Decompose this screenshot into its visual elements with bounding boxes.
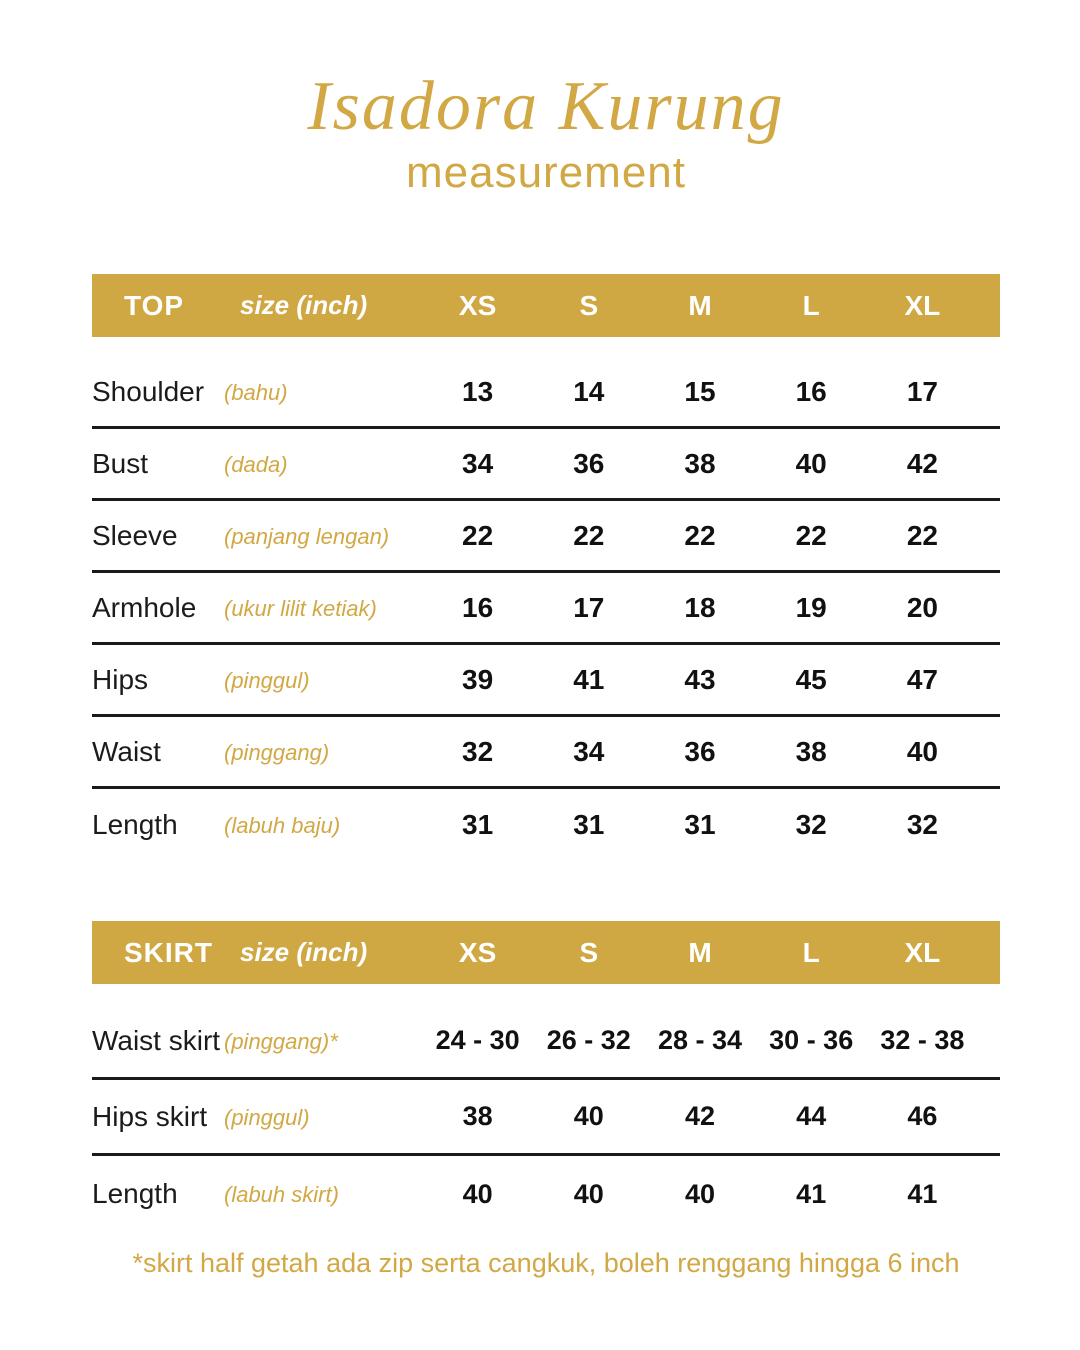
top-size-table: [92, 274, 1000, 861]
row-value: 40: [573, 1178, 604, 1209]
table-name-label: SKIRT: [124, 936, 213, 968]
size-column-header: XL: [904, 936, 941, 968]
row-label: Sleeve: [92, 519, 178, 551]
row-value: 42: [684, 1101, 716, 1131]
row-value: 45: [795, 663, 827, 695]
row-value: 43: [684, 663, 716, 695]
row-value: 32: [795, 809, 827, 840]
row-value: 22: [462, 519, 494, 551]
row-value: 41: [907, 1178, 938, 1209]
top-table-header-bar: [92, 274, 1000, 337]
row-value: 22: [684, 519, 716, 551]
row-value: 38: [684, 447, 716, 479]
table-row: [92, 789, 1000, 861]
row-value: 32: [906, 809, 938, 840]
row-translation: (dada): [224, 451, 288, 477]
measurement-page: [92, 0, 1000, 1279]
table-row: [92, 1080, 1000, 1156]
table-row: [92, 573, 1000, 645]
row-value: 42: [906, 447, 938, 479]
size-unit-label: size (inch): [240, 937, 368, 967]
row-translation: (labuh skirt): [224, 1182, 339, 1207]
row-value: 41: [573, 663, 605, 695]
row-translation: (pinggul): [224, 667, 310, 693]
table-row: [92, 1004, 1000, 1080]
row-value: 17: [906, 375, 938, 407]
size-column-header: XL: [904, 289, 941, 321]
row-value: 38: [795, 735, 827, 767]
size-column-header: M: [688, 289, 712, 321]
skirt-table-rows: [92, 984, 1000, 1232]
row-value: 40: [684, 1178, 716, 1209]
row-value: 36: [684, 735, 716, 767]
row-value: 40: [795, 447, 827, 479]
row-value: 16: [795, 375, 827, 407]
table-row: [92, 501, 1000, 573]
row-label: Hips skirt: [92, 1100, 208, 1132]
row-value: 26 - 32: [546, 1025, 631, 1055]
row-value: 30 - 36: [769, 1025, 854, 1055]
row-value: 46: [907, 1101, 938, 1131]
skirt-footnote: *skirt half getah ada zip serta cangkuk, boleh renggang hingga 6 inch: [132, 1248, 960, 1278]
row-value: 34: [573, 735, 605, 767]
row-value: 39: [462, 663, 494, 695]
row-label: Armhole: [92, 591, 197, 623]
size-unit-label: size (inch): [240, 290, 368, 320]
size-column-header: S: [579, 936, 599, 968]
row-translation: (ukur lilit ketiak): [224, 595, 377, 621]
row-label: Hips: [92, 663, 149, 695]
row-value: 17: [573, 591, 605, 623]
table-row: [92, 717, 1000, 789]
row-translation: (labuh baju): [224, 813, 341, 838]
page-title: Isadora Kurung: [307, 68, 785, 145]
page-subtitle: measurement: [405, 148, 686, 197]
row-value: 14: [573, 375, 605, 407]
row-value: 41: [796, 1178, 827, 1209]
row-value: 24 - 30: [435, 1025, 520, 1055]
size-column-header: XS: [458, 289, 497, 321]
row-label: Waist skirt: [92, 1024, 221, 1056]
row-value: 22: [795, 519, 827, 551]
row-label: Bust: [92, 447, 149, 479]
row-value: 19: [795, 591, 827, 623]
row-value: 31: [573, 809, 605, 840]
table-row: [92, 645, 1000, 717]
row-value: 15: [684, 375, 716, 407]
row-label: Waist: [92, 735, 161, 767]
row-value: 34: [462, 447, 494, 479]
skirt-table-header-bar: [92, 921, 1000, 984]
row-value: 40: [906, 735, 938, 767]
top-table-rows: [92, 337, 1000, 861]
size-column-header: S: [579, 289, 599, 321]
size-column-header: M: [688, 936, 712, 968]
row-value: 47: [906, 663, 938, 695]
row-label: Shoulder: [92, 375, 205, 407]
table-row: [92, 357, 1000, 429]
row-translation: (pinggul): [224, 1104, 310, 1130]
row-value: 44: [796, 1101, 827, 1131]
row-value: 38: [462, 1101, 493, 1131]
row-value: 22: [573, 519, 605, 551]
row-value: 32 - 38: [880, 1025, 965, 1055]
row-translation: (pinggang)*: [224, 1028, 338, 1054]
row-value: 32: [462, 735, 494, 767]
size-column-header: L: [802, 936, 820, 968]
row-value: 22: [906, 519, 938, 551]
row-label: Length: [92, 809, 178, 840]
table-row: [92, 1156, 1000, 1232]
size-column-header: L: [802, 289, 820, 321]
table-row: [92, 429, 1000, 501]
row-value: 40: [462, 1178, 493, 1209]
row-value: 28 - 34: [657, 1025, 743, 1055]
skirt-size-table: [92, 921, 1000, 1232]
row-value: 36: [573, 447, 605, 479]
row-value: 31: [462, 809, 494, 840]
row-value: 13: [462, 375, 494, 407]
row-value: 40: [573, 1101, 604, 1131]
page-header: [92, 0, 1000, 198]
row-value: 31: [684, 809, 716, 840]
size-column-header: XS: [458, 936, 497, 968]
row-translation: (pinggang): [224, 739, 330, 765]
row-value: 20: [906, 591, 938, 623]
row-value: 16: [462, 591, 494, 623]
row-translation: (bahu): [224, 379, 288, 405]
table-name-label: TOP: [124, 289, 185, 321]
row-value: 18: [684, 591, 716, 623]
row-label: Length: [92, 1178, 178, 1209]
row-translation: (panjang lengan): [224, 523, 390, 549]
